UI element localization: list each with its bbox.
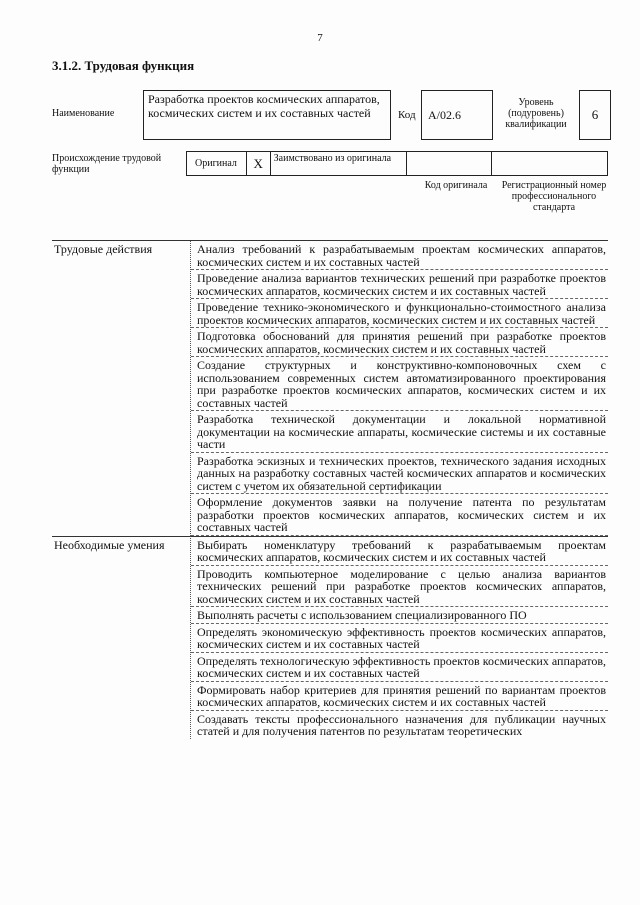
labor-actions-list <box>190 241 608 536</box>
labor-action-item: Оформление документов заявки на получение патента по результатам разработки проектов космических аппаратов, космических систем и их составных частей <box>191 494 608 536</box>
skill-item: Выполнять расчеты с использованием специализированного ПО <box>191 607 608 624</box>
labor-actions-row <box>52 241 608 536</box>
original-label: Оригинал <box>187 152 247 175</box>
skill-item: Формировать набор критериев для принятия решений по вариантам проектов космических аппаратов, космических систем и их составных частей <box>191 682 608 711</box>
labor-action-item: Подготовка обоснований для принятия решений при разработке проектов космических аппаратов, космических систем и их составных частей <box>191 328 608 357</box>
code-label: Код <box>398 109 416 121</box>
labor-actions-label: Трудовые действия <box>54 242 153 256</box>
labor-action-item: Анализ требований к разрабатываемым проектам космических аппаратов, космических систем и их составных частей <box>191 241 608 270</box>
skill-item: Определять технологическую эффективность проектов космических аппаратов, космических систем и их составных частей <box>191 653 608 682</box>
borrowed-label: Заимствовано из оригинала <box>271 152 407 175</box>
function-code: А/02.6 <box>421 90 493 140</box>
labor-action-item: Проведение анализа вариантов технических решений при разработке проектов космических аппаратов, космических систем и их составных частей <box>191 270 608 299</box>
skills-list <box>190 536 608 739</box>
qualification-level: 6 <box>579 90 611 140</box>
skills-row <box>52 536 608 739</box>
labor-action-item: Проведение технико-экономического и функционально-стоимостного анализа проектов космических аппаратов, космических систем и их составных частей <box>191 299 608 328</box>
section-title: 3.1.2. Трудовая функция <box>52 58 195 73</box>
labor-action-item: Разработка эскизных и технических проектов, технического задания исходных данных на разработку составных частей космических аппаратов и космических систем с учетом их обязательной сертификации <box>191 453 608 495</box>
name-label: Наименование <box>52 108 115 119</box>
original-code-cell <box>407 152 492 175</box>
original-mark: X <box>247 152 271 175</box>
origin-table <box>186 151 608 176</box>
skill-item: Проводить компьютерное моделирование с целью анализа вариантов технических решений при разработке проектов космических аппаратов, космических систем и их составных частей <box>191 566 608 608</box>
code-caption: Код оригинала <box>424 180 488 191</box>
function-name: Разработка проектов космических аппаратов, космических систем и их составных частей <box>143 90 391 140</box>
skill-item: Определять экономическую эффективность проектов космических аппаратов, космических систем и их составных частей <box>191 624 608 653</box>
function-table <box>52 240 608 739</box>
skills-label: Необходимые умения <box>52 536 190 739</box>
skill-item: Создавать тексты профессионального назначения для публикации научных статей и для получения патентов по результатам теоретических <box>197 711 606 738</box>
origin-label: Происхождение трудовой функции <box>52 153 162 175</box>
page-number: 7 <box>317 32 323 44</box>
labor-action-item: Разработка технической документации и локальной нормативной документации на космические аппараты, космические системы и их составные части <box>191 411 608 453</box>
labor-action-item: Создание структурных и конструктивно-компоновочных схем с использованием современных систем автоматизированного проектирования при разработке проектов космических аппаратов, космических систем и их составных частей <box>191 357 608 411</box>
reg-number-cell <box>492 152 607 175</box>
skill-item: Выбирать номенклатуру требований к разрабатываемым проектам космических аппаратов, космических систем и их составных частей <box>191 537 608 566</box>
reg-caption: Регистрационный номер профессионального стандарта <box>501 180 607 213</box>
level-label: Уровень (подуровень) квалификации <box>505 97 567 130</box>
